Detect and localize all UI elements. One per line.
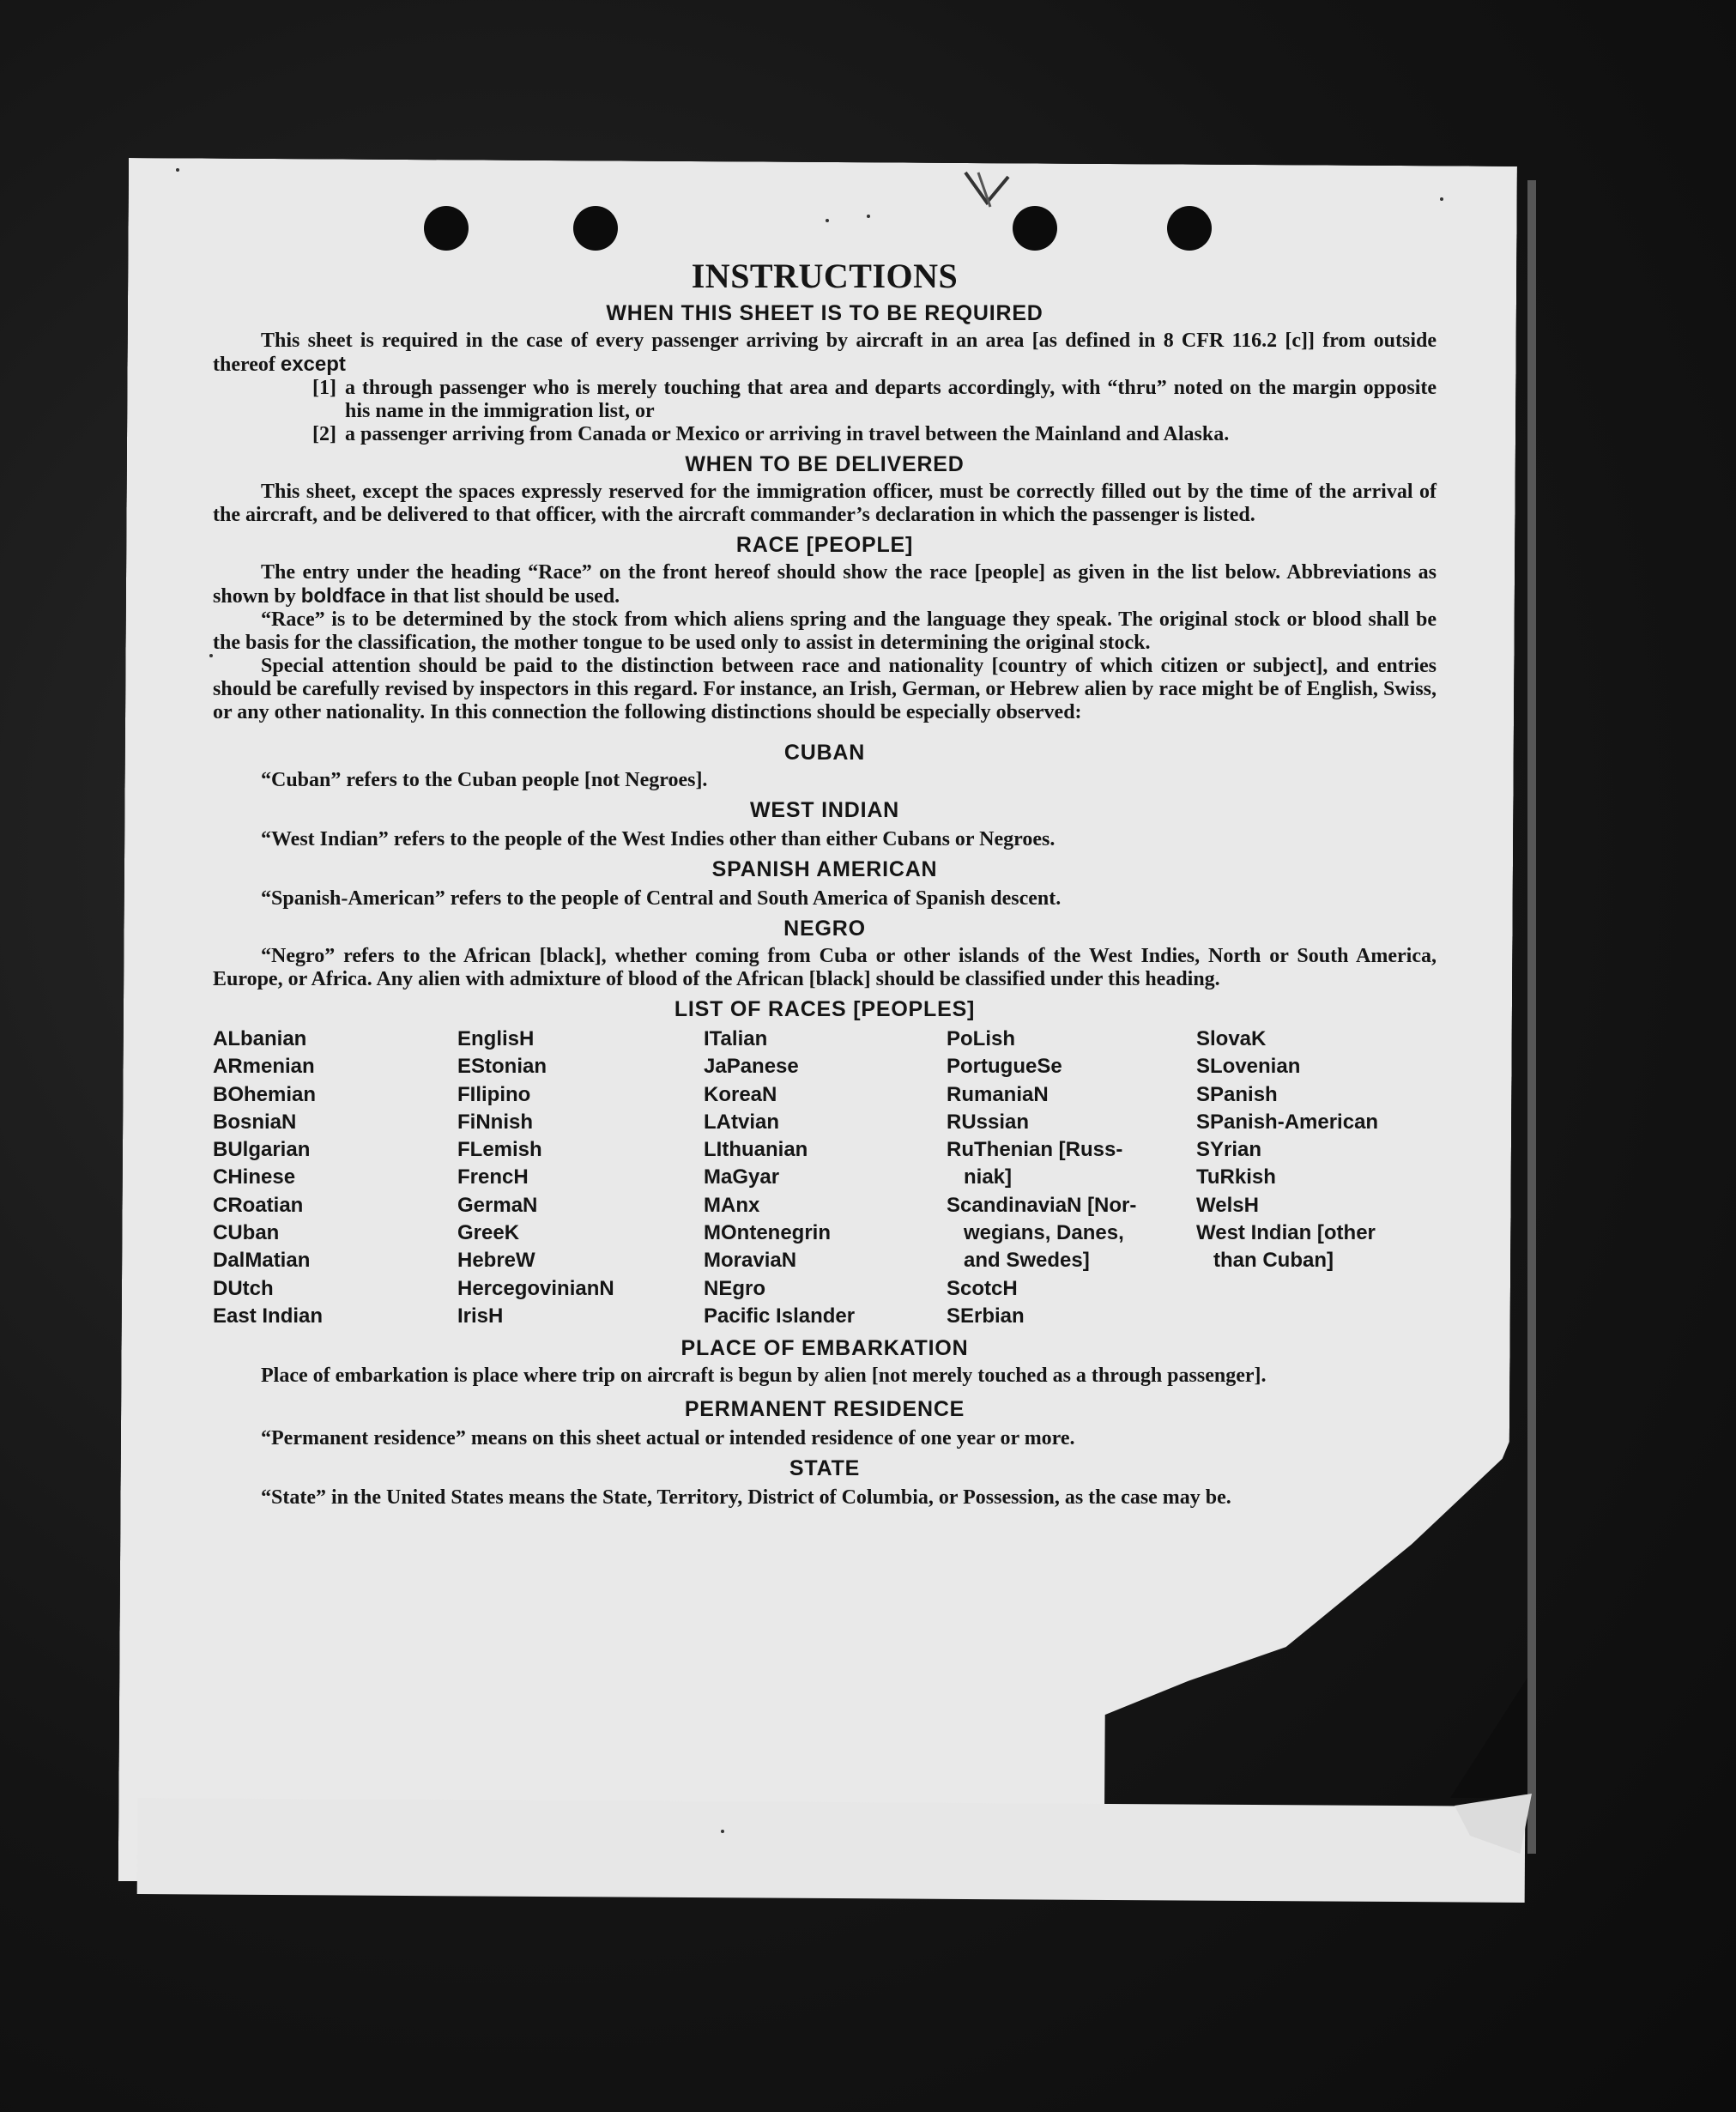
negro-text: “Negro” refers to the African [black], whether coming from Cuba or other islands of the West Indies, North or South America, Europe, or Africa. Any alien with admixture of blood of the African [black] should be classified under this heading. <box>213 945 1437 990</box>
heading-residence: PERMANENT RESIDENCE <box>684 1397 965 1422</box>
race-entry: JaPanese <box>704 1055 799 1079</box>
race-entry: MAnx <box>704 1193 760 1217</box>
speck <box>176 168 179 172</box>
page-title: INSTRUCTIONS <box>691 257 959 295</box>
speck <box>721 1830 724 1833</box>
race-entry: SYrian <box>1196 1138 1262 1162</box>
race-entry: SlovaK <box>1196 1027 1267 1050</box>
state-text: “State” in the United States means the State, Territory, District of Columbia, or Possession, as the case may be. <box>261 1486 1231 1510</box>
race-entry: ScotcH <box>947 1276 1018 1300</box>
race-entry: MoraviaN <box>704 1249 797 1273</box>
race-entry: niak] <box>947 1165 1013 1189</box>
required-intro-except: except <box>280 353 346 376</box>
race-entry: and Swedes] <box>947 1249 1090 1273</box>
race-entry: TuRkish <box>1196 1165 1276 1189</box>
heading-list-of-races: LIST OF RACES [PEOPLES] <box>674 997 976 1021</box>
heading-spanish-american: SPANISH AMERICAN <box>711 857 938 881</box>
delivered-text: This sheet, except the spaces expressly reserved for the immigration officer, must be correctly filled out by the time of the arrival of the aircraft, and be delivered to that officer, with the aircraft commander’s declaration in which the passenger is listed. <box>213 481 1437 526</box>
race-entry: PortugueSe <box>947 1055 1062 1079</box>
race-entry: HebreW <box>457 1249 535 1273</box>
race-entry: West Indian [other <box>1196 1221 1376 1245</box>
race-entry: HercegovinianN <box>457 1276 614 1300</box>
race-entry: CRoatian <box>213 1193 304 1217</box>
race-entry: ITalian <box>704 1027 768 1050</box>
race-entry: PoLish <box>947 1027 1016 1050</box>
race-entry: EnglisH <box>457 1027 535 1050</box>
speck <box>1440 197 1443 201</box>
race-p1-after: in that list should be used. <box>390 585 620 608</box>
cuban-text: “Cuban” refers to the Cuban people [not Negroes]. <box>261 769 708 791</box>
race-entry: BUlgarian <box>213 1138 311 1162</box>
paper-sheet-bottom <box>137 1798 1526 1903</box>
race-entry: FrencH <box>457 1165 529 1189</box>
races-column <box>1196 1026 1437 1330</box>
race-entry: East Indian <box>213 1304 324 1328</box>
races-column <box>704 1026 947 1330</box>
race-entry: SLovenian <box>1196 1055 1301 1079</box>
race-entry: IrisH <box>457 1304 504 1328</box>
race-entry: MaGyar <box>704 1165 780 1189</box>
west-indian-text: “West Indian” refers to the people of the West Indies other than either Cubans or Negroes. <box>261 828 1056 850</box>
exception-item-2-text: a passenger arriving from Canada or Mexico or arriving in travel between the Mainland and Alaska. <box>345 423 1230 445</box>
heading-state: STATE <box>789 1456 861 1481</box>
race-entry: Pacific Islander <box>704 1304 856 1328</box>
race-entry: DUtch <box>213 1276 274 1300</box>
race-entry: ARmenian <box>213 1055 315 1079</box>
race-entry: FLemish <box>457 1138 542 1162</box>
race-p1-boldface: boldface <box>300 584 386 608</box>
torn-corner <box>1450 1678 1527 1798</box>
heading-delivered: WHEN TO BE DELIVERED <box>685 452 965 476</box>
race-entry: CUban <box>213 1221 280 1245</box>
race-entry: LIthuanian <box>704 1138 808 1162</box>
race-entry: WelsH <box>1196 1193 1259 1217</box>
race-entry: than Cuban] <box>1196 1249 1334 1273</box>
required-intro-text: This sheet is required in the case of every passenger arriving by aircraft in an area [as defined in 8 CFR 116.2 [c]] from outside thereof <box>213 330 1437 376</box>
exception-item-1-label: [1] <box>312 377 336 399</box>
race-entry: ALbanian <box>213 1027 307 1050</box>
exception-item-1-text: a through passenger who is merely touching that area and departs accordingly, with “thru” noted on the margin opposite his name in the immigration list, or <box>345 377 1437 422</box>
race-entry: RUssian <box>947 1110 1030 1134</box>
race-entry: CHinese <box>213 1165 296 1189</box>
race-entry: wegians, Danes, <box>947 1221 1124 1245</box>
heading-required: WHEN THIS SHEET IS TO BE REQUIRED <box>606 301 1043 325</box>
heading-negro: NEGRO <box>783 917 866 941</box>
race-entry: ScandinaviaN [Nor- <box>947 1193 1137 1217</box>
required-intro <box>213 330 1437 377</box>
race-entry: EStonian <box>457 1055 547 1079</box>
embarkation-text: Place of embarkation is place where trip on aircraft is begun by alien [not merely touched as a through passenger]. <box>261 1365 1267 1388</box>
staple-mark <box>961 168 1013 220</box>
speck <box>826 219 829 222</box>
race-entry: SPanish <box>1196 1082 1278 1106</box>
race-entry: BOhemian <box>213 1082 317 1106</box>
race-entry: BosniaN <box>213 1110 297 1134</box>
race-entry: KoreaN <box>704 1082 777 1106</box>
punch-hole <box>424 206 469 251</box>
races-column <box>213 1026 457 1330</box>
race-entry: LAtvian <box>704 1110 780 1134</box>
heading-embarkation: PLACE OF EMBARKATION <box>680 1336 969 1361</box>
race-entry: SPanish-American <box>1196 1110 1379 1134</box>
race-entry: GreeK <box>457 1221 520 1245</box>
instructions-content <box>213 251 1437 1510</box>
race-paragraph-2: “Race” is to be determined by the stock from which aliens spring and the language they speak. The original stock or blood shall be the basis for the classification, the mother tongue to be used only to assist in determining the original stock. <box>213 608 1437 654</box>
page-edge <box>1527 180 1536 1854</box>
race-paragraph-1 <box>213 561 1437 608</box>
race-entry: SErbian <box>947 1304 1025 1328</box>
race-entry: RumaniaN <box>947 1082 1049 1106</box>
race-entry: RuThenian [Russ- <box>947 1138 1123 1162</box>
race-entry: FiNnish <box>457 1110 533 1134</box>
race-paragraph-3: Special attention should be paid to the distinction between race and nationality [country of which citizen or subject], and entries should be carefully revised by inspectors in this regard. For instance, an Irish, German, or Hebrew alien by race might be of English, Swiss, or any other nationality. In this connection the following distinctions should be especially observed: <box>213 655 1437 723</box>
heading-cuban: CUBAN <box>783 741 866 765</box>
speck <box>867 215 870 218</box>
race-entry: GermaN <box>457 1193 538 1217</box>
spanish-american-text: “Spanish-American” refers to the people of Central and South America of Spanish descent. <box>261 887 1062 910</box>
punch-hole <box>573 206 618 251</box>
race-entry: DalMatian <box>213 1249 311 1273</box>
exception-item-1 <box>312 377 1437 423</box>
exception-item-2 <box>312 423 1437 446</box>
races-column <box>457 1026 704 1330</box>
races-list <box>213 1026 1437 1330</box>
race-entry: MOntenegrin <box>704 1221 831 1245</box>
race-entry: NEgro <box>704 1276 765 1300</box>
race-p1-before: The entry under the heading “Race” on the front hereof should show the race [people] as given in the list below. Abbreviations as shown by <box>213 561 1437 608</box>
heading-race: RACE [PEOPLE] <box>735 533 914 557</box>
punch-hole <box>1013 206 1057 251</box>
residence-text: “Permanent residence” means on this sheet actual or intended residence of one year or more. <box>261 1427 1075 1450</box>
race-entry: FIlipino <box>457 1082 531 1106</box>
exception-item-2-label: [2] <box>312 423 336 445</box>
punch-hole <box>1167 206 1212 251</box>
heading-west-indian: WEST INDIAN <box>749 798 900 822</box>
races-column <box>947 1026 1196 1330</box>
